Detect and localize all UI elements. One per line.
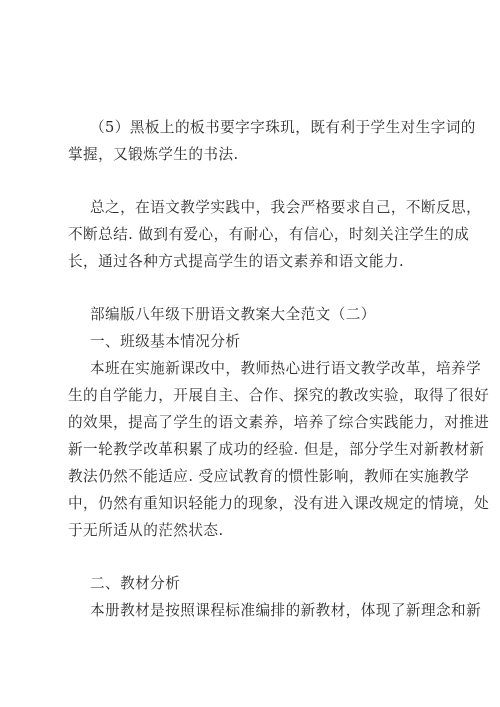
section-heading: 二、教材分析 (90, 575, 181, 592)
paragraph-line: 掌握，又锻炼学生的书法. (68, 146, 239, 163)
section-heading: 一、班级基本情况分析 (90, 333, 241, 350)
paragraph-line: 教法仍然不能适应. 受应试教育的惯性影响，教师在实施教学 (68, 468, 470, 485)
paragraph-line: 不断总结. 做到有爱心，有耐心，有信心，时刻关注学生的成 (68, 226, 470, 243)
paragraph-line: （5）黑板上的板书要字字珠玑，既有利于学生对生字词的 (90, 119, 476, 136)
paragraph-line: 本班在实施新课改中，教师热心进行语文教学改革，培养学 (90, 360, 482, 377)
paragraph-line: 长，通过各种方式提高学生的语文素养和语文能力. (68, 253, 405, 270)
paragraph-line: 总之，在语文教学实践中，我会严格要求自己，不断反思， (90, 199, 482, 216)
paragraph-line: 本册教材是按照课程标准编排的新教材，体现了新理念和新 (90, 602, 482, 619)
paragraph-line: 中，仍然有重知识轻能力的现象，没有进入课改规定的情境，处 (68, 495, 490, 512)
paragraph-line: 生的自学能力，开展自主、合作、探究的教改实验，取得了很好 (68, 387, 490, 404)
paragraph-line: 新一轮教学改革积累了成功的经验. 但是，部分学生对新教材新 (68, 441, 485, 458)
paragraph-line: 于无所适从的茫然状态. (68, 522, 224, 539)
section-title: 部编版八年级下册语文教案大全范文（二） (90, 306, 376, 323)
paragraph-line: 的效果，提高了学生的语文素养，培养了综合实践能力，对推进 (68, 414, 490, 431)
